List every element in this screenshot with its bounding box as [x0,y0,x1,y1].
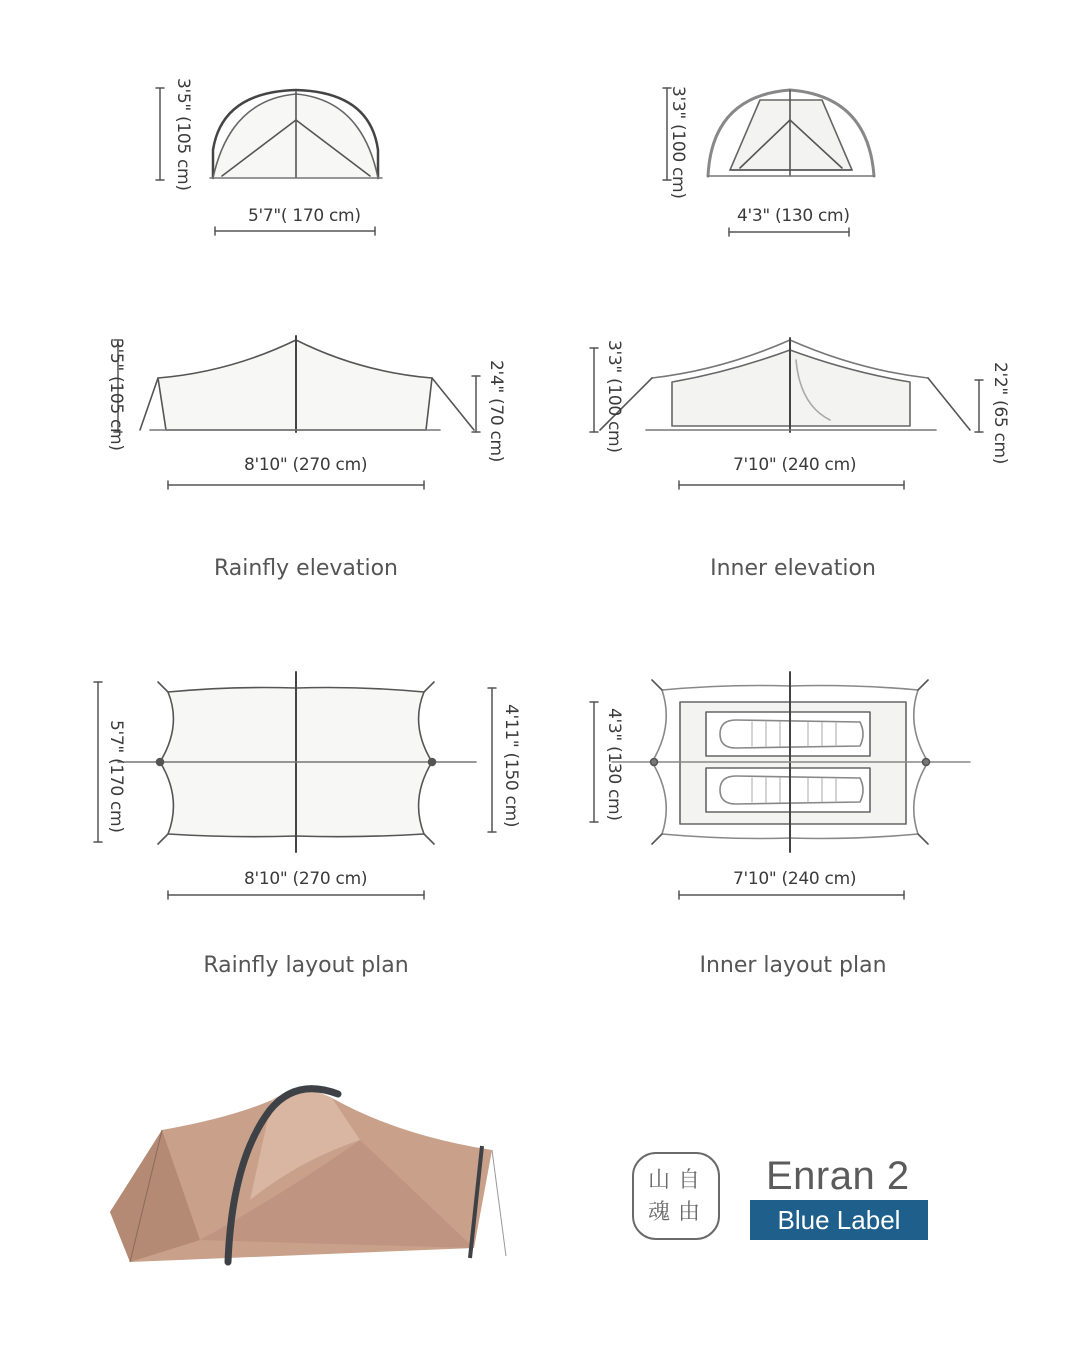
rainfly-layout-width-left-label: 5'7" (170 cm) [106,720,126,833]
inner-layout-drawing [612,672,970,852]
rainfly-elevation-height-left-label: 3'5" (105 cm) [106,338,126,451]
inner-elevation-drawing [600,338,970,432]
rainfly-layout-width-right-label: 4'11" (150 cm) [501,704,521,828]
rainfly-end-drawing [210,90,382,178]
inner-end-width-label: 4'3" (130 cm) [737,206,850,226]
inner-layout-caption: Inner layout plan [699,953,887,978]
inner-elevation-length-label: 7'10" (240 cm) [733,455,857,475]
rainfly-elevation-caption: Rainfly elevation [213,556,399,581]
inner-elevation-height-right-label: 2'2" (65 cm) [990,362,1010,465]
inner-end-drawing [708,90,874,176]
brand-seal-logo [632,1152,720,1240]
rainfly-layout-length-label: 8'10" (270 cm) [244,869,368,889]
rainfly-elevation-height-right-label: 2'4" (70 cm) [486,360,506,463]
inner-layout-width-left-label: 4'3" (130 cm) [604,708,624,821]
rainfly-end-width-label: 5'7"( 170 cm) [248,206,361,226]
rainfly-elevation-drawing [140,336,474,432]
product-name: Enran 2 [766,1154,910,1198]
inner-elevation-caption: Inner elevation [710,556,876,581]
inner-layout-length-label: 7'10" (240 cm) [733,869,857,889]
seal-char-4: 魂 [648,1200,671,1225]
inner-elevation-height-left-label: 3'3" (100 cm) [604,340,624,453]
seal-char-1: 自 [678,1168,701,1193]
seal-char-2: 由 [678,1200,701,1225]
seal-char-3: 山 [648,1168,671,1193]
product-tag-badge: Blue Label [750,1200,928,1240]
rainfly-end-height-label: 3'5" (105 cm) [173,78,193,191]
rainfly-layout-caption: Rainfly layout plan [203,953,409,978]
tent-illustration [110,1089,506,1262]
rainfly-elevation-length-label: 8'10" (270 cm) [244,455,368,475]
inner-end-height-label: 3'3" (100 cm) [668,86,688,199]
rainfly-layout-drawing [118,672,476,852]
